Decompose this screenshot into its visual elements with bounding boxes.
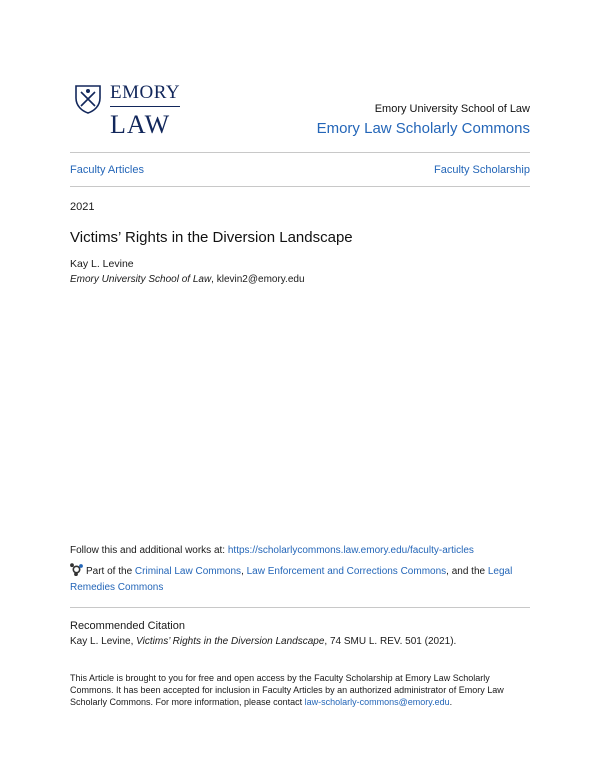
faculty-articles-link[interactable]: Faculty Articles [70,164,144,176]
shield-icon [74,84,102,114]
publication-year: 2021 [70,201,95,213]
author-affiliation [70,274,305,285]
notice-text: This Article is brought to you for free and open access by the Faculty Scholarship at Emory Law Scholarly Commons. It has been accepted for inclusion in Faculty Articles by an authorized administrator of Emory Law Scholarly Commons. For more information, please contact [70,673,504,707]
law-enforcement-commons-link[interactable]: Law Enforcement and Corrections Commons [246,566,447,577]
part-of-prefix: Part of the [86,566,135,577]
network-icon [70,563,83,576]
citation-title: Victims’ Rights in the Diversion Landscape [136,636,325,647]
divider-nav [70,186,530,187]
citation-text [70,636,456,647]
repository-link[interactable]: Emory Law Scholarly Commons [316,120,530,137]
article-title: Victims’ Rights in the Diversion Landscape [70,229,353,246]
part-of-sep-1: , [241,566,247,577]
affiliation-email: , klevin2@emory.edu [211,274,305,285]
follow-label: Follow this and additional works at: [70,545,228,556]
affiliation-school: Emory University School of Law [70,274,212,285]
divider-top [70,152,530,153]
institution-name: Emory University School of Law [374,103,530,115]
faculty-scholarship-link[interactable]: Faculty Scholarship [434,164,530,176]
legal-remedies-commons-link[interactable]: Legal Remedies Commons [70,566,513,593]
citation-pre: Kay L. Levine, [70,636,137,647]
access-notice [70,672,530,708]
logo-emory-text: EMORY [110,82,181,103]
follow-url-link[interactable]: https://scholarlycommons.law.emory.edu/faculty-articles [227,545,474,556]
part-of-sep-2: , and the [446,566,488,577]
follow-line [70,545,474,556]
criminal-law-commons-link[interactable]: Criminal Law Commons [134,566,242,577]
citation-post: , 74 SMU L. REV. 501 (2021). [324,636,457,647]
notice-end: . [449,697,453,707]
logo-divider [110,106,180,107]
citation-heading: Recommended Citation [70,620,185,632]
divider-citation [70,607,530,608]
contact-email-link[interactable]: law-scholarly-commons@emory.edu [304,697,450,707]
part-of-line [70,563,530,596]
emory-law-logo [72,80,182,138]
author-name: Kay L. Levine [70,258,134,270]
logo-law-text: LAW [110,110,171,139]
